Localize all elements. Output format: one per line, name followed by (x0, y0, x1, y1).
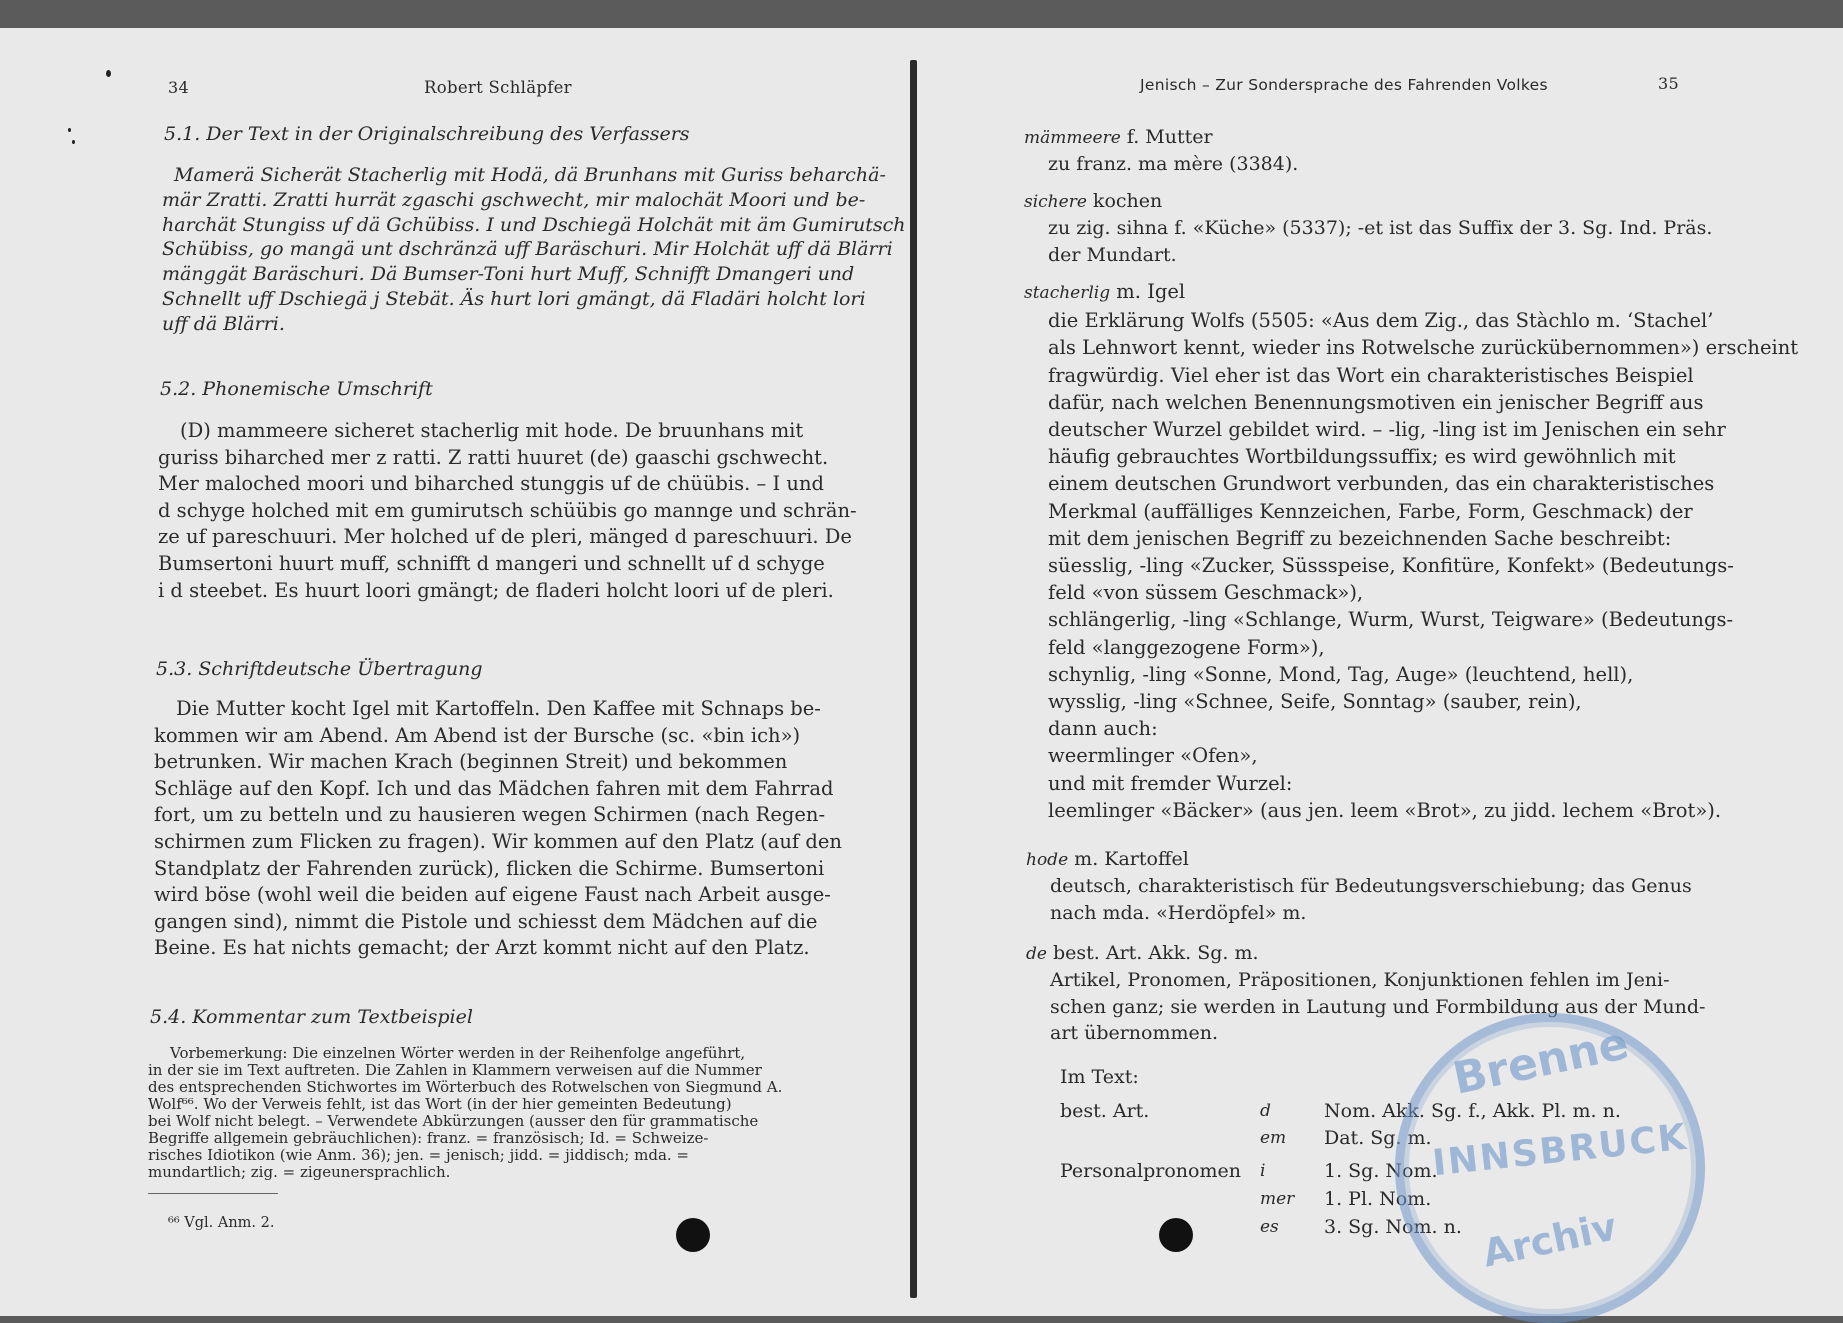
headword: de (1026, 944, 1047, 964)
note-line: Vorbemerkung: Die einzelnen Wörter werden in der Reihenfolge angeführt, (170, 1044, 746, 1062)
headword: sichere (1024, 192, 1087, 212)
text-line: uff dä Blärri. (162, 312, 285, 335)
text-line: Standplatz der Fahrenden zurück), flicken die Schirme. Bumsertoni (154, 856, 825, 880)
table-cell: Personalpronomen (1060, 1160, 1241, 1182)
phonemic-text-block (158, 418, 857, 604)
section-title-5-4: 5.4. Kommentar zum Textbeispiel (150, 1006, 473, 1028)
note-line: Wolf⁶⁶. Wo der Verweis fehlt, ist das Wort (in der hier gemeinten Bedeutung) (148, 1095, 732, 1113)
translation-text-block (154, 696, 842, 962)
entry-line: dafür, nach welchen Benennungsmotiven ein jenischer Begriff aus (1048, 390, 1704, 414)
section-title-5-1: 5.1. Der Text in der Originalschreibung des Verfassers (164, 123, 690, 145)
text-line: Mamerä Sicherät Stacherlig mit Hodä, dä Brunhans mit Guriss beharchä- (174, 164, 886, 186)
table-cell: Nom. Akk. Sg. f., Akk. Pl. m. n. (1324, 1100, 1621, 1122)
note-line: bei Wolf nicht belegt. – Verwendete Abkürzungen (ausser den für grammatische (148, 1112, 759, 1130)
text-line: guriss biharched mer z ratti. Z ratti huuret (de) gaaschi gschwecht. (158, 445, 829, 469)
table-cell: es (1260, 1217, 1279, 1237)
entry-line: Merkmal (auffälliges Kennzeichen, Farbe, Form, Geschmack) der (1048, 499, 1693, 523)
text-line: wird böse (wohl weil die beiden auf eigene Faust nach Arbeit ausge- (154, 883, 831, 907)
page-number: 35 (1658, 74, 1679, 93)
entry-line: häufig gebrauchtes Wortbildungssuffix; es wird gewöhnlich mit (1048, 445, 1676, 469)
text-line: Schnellt uff Dschiegä j Stebät. Äs hurt lori gmängt, dä Fladäri holcht lori (162, 287, 866, 310)
ink-speck (68, 128, 71, 132)
original-text-block (162, 163, 906, 337)
footnote-rule (148, 1193, 278, 1194)
text-line: Beine. Es hat nichts gemacht; der Arzt kommt nicht auf den Platz. (154, 936, 810, 960)
entry-line: feld «von süssem Geschmack»), (1048, 581, 1364, 605)
ink-speck (72, 140, 75, 144)
entry-hode (1026, 846, 1692, 926)
entry-line: einem deutschen Grundwort verbunden, das ein charakteristisches (1048, 472, 1715, 496)
headword: stacherlig (1024, 283, 1111, 303)
im-text-label: Im Text: (1060, 1066, 1139, 1088)
right-page (920, 28, 1843, 1316)
entry-line: feld «langgezogene Form»), (1048, 635, 1325, 659)
entry-line: schen ganz; sie werden in Lautung und Formbildung aus der Mund- (1050, 995, 1706, 1018)
preliminary-note (148, 1045, 813, 1181)
definition: best. Art. Akk. Sg. m. (1046, 942, 1259, 964)
text-line: ze uf pareschuuri. Mer holched uf de pleri, mänged d pareschuuri. De (158, 525, 852, 549)
text-line: harchät Stungiss uf dä Gchübiss. I und Dschiegä Holchät mit äm Gumirutsch (162, 213, 906, 236)
entry-line: der Mundart. (1048, 243, 1177, 266)
entry-line: mit dem jenischen Begriff zu bezeichnenden Sache beschreibt: (1048, 526, 1672, 550)
text-line: Mer maloched moori und biharched stunggis uf de chüübis. – I und (158, 472, 825, 496)
headword: mämmeere (1024, 128, 1121, 148)
text-line: fort, um zu betteln und zu hausieren wegen Schirmen (nach Regen- (154, 803, 826, 827)
punch-hole (1159, 1218, 1193, 1252)
text-line: i d steebet. Es huurt loori gmängt; de fladeri holcht loori uf de pleri. (158, 578, 834, 602)
entry-line: fragwürdig. Viel eher ist das Wort ein charakteristisches Beispiel (1048, 363, 1694, 387)
section-title-5-2: 5.2. Phonemische Umschrift (160, 378, 433, 400)
scanned-book-spread (0, 28, 1843, 1316)
table-cell: 1. Sg. Nom. (1324, 1160, 1438, 1182)
entry-line: schynlig, -ling «Sonne, Mond, Tag, Auge» (leuchtend, hell), (1048, 662, 1634, 686)
ink-speck (106, 70, 111, 77)
text-line: mänggät Baräschuri. Dä Bumser-Toni hurt Muff, Schnifft Dmangeri und (162, 263, 855, 286)
table-cell: i (1260, 1161, 1266, 1181)
text-line: d schyge holched mit em gumirutsch schüübis go mannge und schrän- (158, 498, 857, 522)
table-cell: Dat. Sg. m. (1324, 1127, 1432, 1149)
table-cell: em (1260, 1128, 1287, 1148)
table-cell: mer (1260, 1189, 1295, 1209)
definition: f. Mutter (1120, 126, 1213, 148)
entry-line: als Lehnwort kennt, wieder ins Rotwelsche zurückübernommen») erscheint (1048, 336, 1799, 360)
entry-de (1026, 940, 1705, 1046)
note-line: Begriffe allgemein gebräuchlichen): franz. = französisch; Id. = Schweize- (148, 1129, 709, 1147)
note-line: risches Idiotikon (wie Anm. 36); jen. = jenisch; jidd. = jiddisch; mda. = (148, 1146, 690, 1164)
left-page (0, 28, 908, 1316)
headword: hode (1026, 850, 1069, 870)
text-line: Schläge auf den Kopf. Ich und das Mädchen fahren mit dem Fahrrad (154, 776, 834, 800)
entry-line: nach mda. «Herdöpfel» m. (1050, 901, 1307, 924)
definition: kochen (1086, 190, 1163, 212)
entry-line: dann auch: (1048, 717, 1158, 741)
note-line: in der sie im Text auftreten. Die Zahlen in Klammern verweisen auf die Nummer (148, 1061, 762, 1079)
running-title: Jenisch – Zur Sondersprache des Fahrenden Volkes (1140, 76, 1548, 94)
running-head-author: Robert Schläpfer (424, 78, 572, 97)
note-line: mundartlich; zig. = zigeunersprachlich. (148, 1163, 451, 1181)
stamp-text-top: Brenne (1448, 1018, 1633, 1105)
pronoun-table (1060, 1098, 1660, 1238)
entry-line: die Erklärung Wolfs (5505: «Aus dem Zig., das Stàchlo m. ‘Stachel’ (1048, 309, 1714, 333)
table-cell: 1. Pl. Nom. (1324, 1188, 1432, 1210)
table-cell: d (1260, 1101, 1271, 1121)
definition: m. Igel (1110, 280, 1186, 303)
table-cell: 3. Sg. Nom. n. (1324, 1216, 1462, 1238)
entry-line: Artikel, Pronomen, Präpositionen, Konjunktionen fehlen im Jeni- (1050, 969, 1670, 992)
footnote-66: ⁶⁶ Vgl. Anm. 2. (168, 1215, 275, 1231)
entry-line: leemlinger «Bäcker» (aus jen. leem «Brot», zu jidd. lechem «Brot»). (1048, 798, 1722, 822)
entry-line: deutsch, charakteristisch für Bedeutungsverschiebung; das Genus (1050, 875, 1692, 898)
note-line: des entsprechenden Stichwortes im Wörterbuch des Rotwelschen von Siegmund A. (148, 1078, 783, 1096)
entry-line: wysslig, -ling «Schnee, Seife, Sonntag» (sauber, rein), (1048, 690, 1582, 714)
text-line: Bumsertoni huurt muff, schnifft d mangeri und schnellt uf d schyge (158, 551, 825, 575)
entry-line: und mit fremder Wurzel: (1048, 771, 1293, 795)
entry-line: zu franz. ma mère (3384). (1048, 153, 1299, 176)
stamp-text-bottom: Archiv (1478, 1204, 1621, 1276)
section-title-5-3: 5.3. Schriftdeutsche Übertragung (156, 658, 483, 680)
entry-stacherlig (1024, 278, 1798, 824)
text-line: Schübiss, go mangä unt dschränzä uff Baräschuri. Mir Holchät uff dä Blärri (162, 238, 893, 261)
entry-line: schlängerlig, -ling «Schlange, Wurm, Wurst, Teigware» (Bedeutungs- (1048, 608, 1734, 632)
text-line: kommen wir am Abend. Am Abend ist der Bursche (sc. «bin ich») (154, 723, 801, 747)
page-number: 34 (168, 78, 189, 97)
definition: m. Kartoffel (1068, 848, 1189, 870)
entry-sichere (1024, 188, 1712, 268)
text-line: mär Zratti. Zratti hurrät zgaschi gschwecht, mir malochät Moori und be- (162, 188, 866, 211)
entry-line: zu zig. sihna f. «Küche» (5337); -et ist das Suffix der 3. Sg. Ind. Präs. (1048, 217, 1713, 240)
entry-line: deutscher Wurzel gebildet wird. – -lig, -ling ist im Jenischen ein sehr (1048, 418, 1726, 442)
entry-line: art übernommen. (1050, 1021, 1219, 1044)
text-line: Die Mutter kocht Igel mit Kartoffeln. Den Kaffee mit Schnaps be- (176, 697, 821, 720)
table-cell: best. Art. (1060, 1100, 1150, 1122)
punch-hole (676, 1218, 710, 1252)
entry-mammeere (1024, 124, 1298, 178)
entry-line: süesslig, -ling «Zucker, Süssspeise, Konfitüre, Konfekt» (Bedeutungs- (1048, 554, 1734, 578)
entry-line: weermlinger «Ofen», (1048, 744, 1258, 768)
text-line: betrunken. Wir machen Krach (beginnen Streit) und bekommen (154, 750, 788, 774)
text-line: (D) mammeere sicheret stacherlig mit hode. De bruunhans mit (180, 419, 804, 442)
text-line: gangen sind), nimmt die Pistole und schiesst dem Mädchen auf die (154, 909, 818, 933)
text-line: schirmen zum Flicken zu fragen). Wir kommen auf den Platz (auf den (154, 829, 842, 853)
binding-gutter (910, 60, 917, 1298)
stamp-text-middle: INNSBRUCK (1430, 1116, 1690, 1185)
